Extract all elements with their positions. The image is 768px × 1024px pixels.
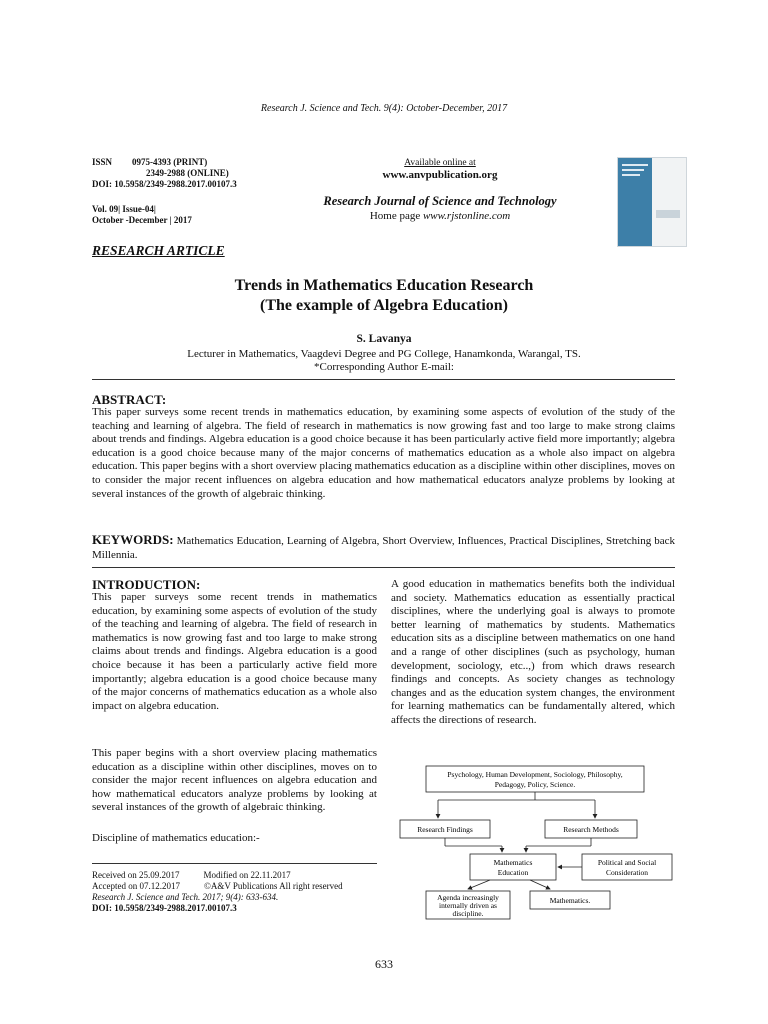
keywords-heading: KEYWORDS: [92, 532, 174, 547]
title-line-2: (The example of Algebra Education) [260, 297, 508, 314]
diagram-political-line1: Political and Social [597, 858, 657, 867]
divider [92, 567, 675, 568]
keywords [92, 533, 675, 562]
journal-cover-image [617, 157, 687, 247]
footer-divider [92, 863, 377, 864]
volume-block [92, 204, 192, 226]
volume-period: October -December | 2017 [92, 215, 192, 225]
modified-date: Modified on 22.11.2017 [203, 870, 291, 880]
issn-print: 0975-4393 (PRINT) [132, 157, 208, 167]
available-online: Available online at [404, 158, 476, 168]
affiliation: Lecturer in Mathematics, Vaagdevi Degree and PG College, Hanamkonda, Warangal, TS. [187, 348, 581, 360]
footer-doi: DOI: 10.5958/2349-2988.2017.00107.3 [92, 903, 237, 913]
issn-block [92, 157, 237, 190]
intro-paragraph-2: This paper begins with a short overview placing mathematics education as a discipline within other disciplines, moves on to consider the major recent influences on algebra education and how mathematical educators analyze problems by looking at several instances of the growth of algebraic thinking. [92, 747, 377, 814]
corresponding-author: *Corresponding Author E-mail: [314, 361, 454, 373]
diagram-agenda-line2: internally driven as [439, 901, 497, 910]
journal-name: Research Journal of Science and Technology [323, 194, 557, 208]
received-date: Received on 25.09.2017 [92, 870, 180, 880]
divider [92, 379, 675, 380]
issn-online: 2349-2988 (ONLINE) [146, 168, 229, 178]
paper-title [0, 276, 768, 316]
footer-block [92, 870, 343, 914]
copyright: ©A&V Publications All right reserved [203, 881, 343, 891]
accepted-date: Accepted on 07.12.2017 [92, 881, 180, 891]
right-column-paragraph: A good education in mathematics benefits both the individual and society. Mathematics education as essentially practical disciplines, where the underlying goal is always to promote better learning of mathematics by students. Mathematics education sits as a discipline between mathematics on one hand and a range of other disciplines (such as psychology, human development, sociology, etc..,) from which draws research findings and concepts. As society changes as technology changes and as the education system changes, the environment for learning mathematics can be fundamentally altered, which affects the directions of research. [391, 578, 675, 726]
diagram-research-methods: Research Methods [563, 825, 619, 834]
homepage-line [260, 210, 620, 222]
diagram-agenda-line3: discipline. [452, 909, 484, 918]
diagram-political-line2: Consideration [605, 868, 649, 877]
intro-paragraph-3: Discipline of mathematics education:- [92, 832, 260, 844]
diagram-disciplines-line1: Psychology, Human Development, Sociology, Philosophy, [447, 770, 623, 779]
affiliation-block [0, 348, 768, 374]
publisher-site[interactable]: www.anvpublication.org [382, 169, 498, 181]
article-type: RESEARCH ARTICLE [92, 243, 225, 258]
abstract-text: This paper surveys some recent trends in mathematics education, by examining some aspects of evolution of the study of the teaching and learning of algebra. The field of research in mathematics is now growing fast and too large to make strong claims about trends and findings. Algebra education is a good choice because it has been particularly active field more importantly; algebra education is a good choice because many of the major concerns of mathematics education as a whole also impact on algebra education. This paper begins with a short overview placing mathematics education as a discipline within other disciplines, moves on to consider the major recent influences on algebra education and how mathematical educators analyze problems by looking at several instances of the growth of algebraic thinking. [92, 406, 675, 500]
keywords-text: Mathematics Education, Learning of Algebra, Short Overview, Influences, Practical Disciplines, Stretching back Millennia. [92, 535, 675, 561]
homepage-label: Home page [369, 210, 423, 222]
page-number: 633 [375, 957, 393, 971]
author-name: S. Lavanya [356, 333, 412, 345]
diagram-agenda-line1: Agenda increasingly [437, 893, 499, 902]
diagram-disciplines-line2: Pedagogy, Policy, Science. [494, 780, 576, 789]
journal-block [260, 194, 620, 222]
issn-label: ISSN [92, 157, 113, 167]
intro-paragraph-1: This paper surveys some recent trends in mathematics education, by examining some aspects of evolution of the study of the teaching and learning of algebra. The field of research in mathematics is now growing fast and too large to make strong claims about trends and findings. Algebra education is a good choice because it has been a particularly active field more importantly; algebra education is a good choice because many of the major concerns of mathematics education as a whole also impact on algebra education. [92, 591, 377, 712]
diagram-math-education-line1: Mathematics [493, 858, 533, 867]
volume-issue: Vol. 09| Issue-04| [92, 204, 156, 214]
citation: Research J. Science and Tech. 2017; 9(4): 633-634. [92, 892, 279, 902]
diagram-math-education-line2: Education [497, 868, 529, 877]
discipline-diagram [390, 764, 682, 924]
availability-block [290, 158, 590, 181]
running-header: Research J. Science and Tech. 9(4): October-December, 2017 [260, 103, 508, 114]
homepage-link[interactable]: www.rjstonline.com [422, 210, 511, 222]
diagram-mathematics: Mathematics. [549, 896, 591, 905]
diagram-research-findings: Research Findings [417, 825, 473, 834]
abstract-heading: ABSTRACT: [92, 392, 167, 407]
title-line-1: Trends in Mathematics Education Research [234, 277, 534, 294]
introduction-heading: INTRODUCTION: [92, 577, 201, 592]
header-doi: DOI: 10.5958/2349-2988.2017.00107.3 [92, 179, 237, 189]
